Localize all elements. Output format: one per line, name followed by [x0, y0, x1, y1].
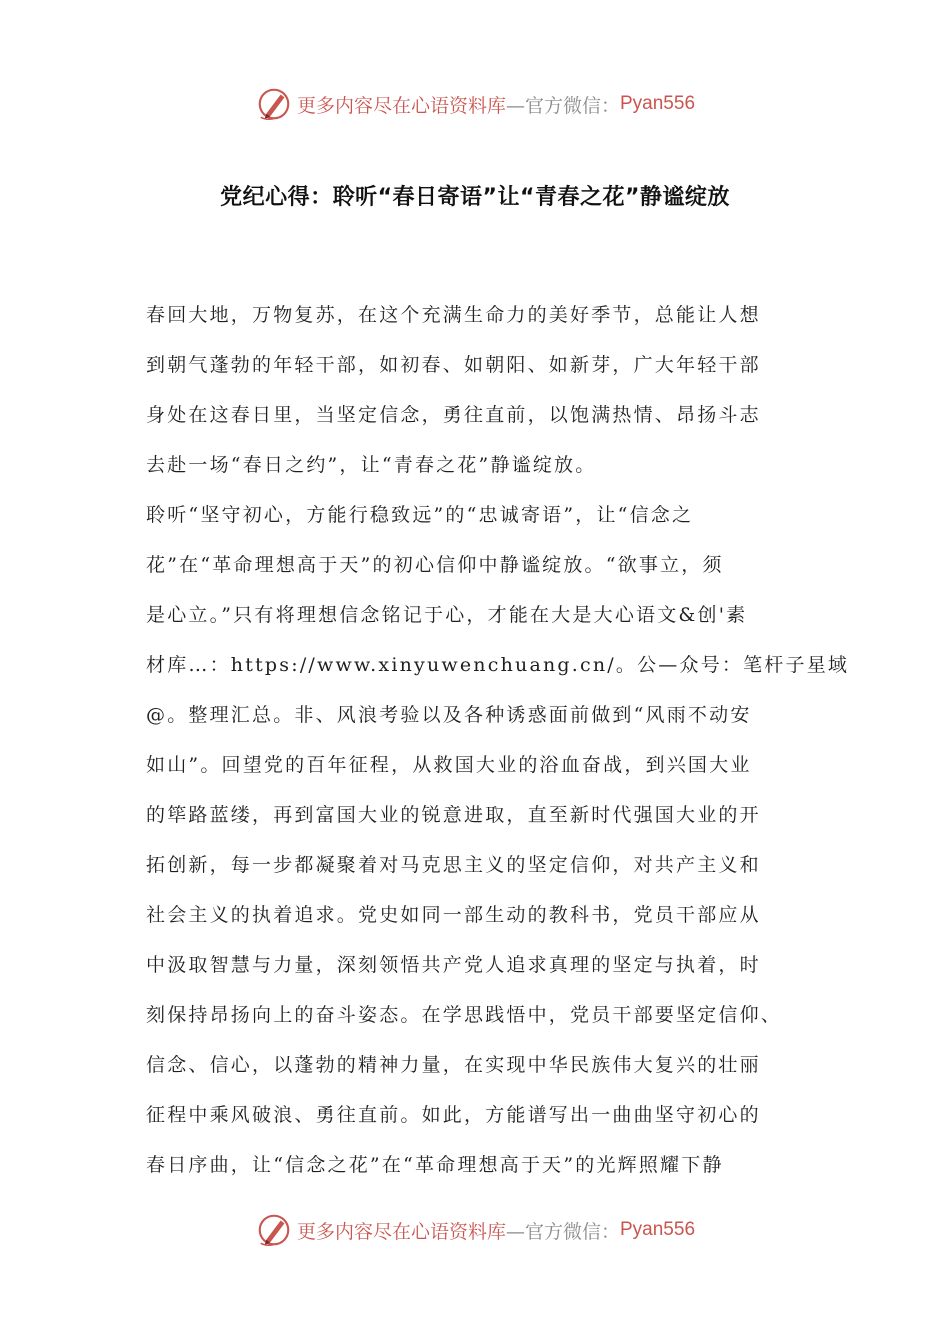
- banner-wechat-id: Pyan556: [620, 1219, 696, 1240]
- banner-wechat-id: Pyan556: [620, 93, 696, 114]
- header-banner: [0, 82, 950, 126]
- body-line: 材库…：https://www.xinyuwenchuang.cn/。公—众号：笔杆子星域: [146, 654, 850, 676]
- body-line: 春日序曲，让“信念之花”在“革命理想高于天”的光辉照耀下静: [146, 1154, 724, 1176]
- body-line: 拓创新，每一步都凝聚着对马克思主义的坚定信仰，对共产主义和: [146, 854, 761, 876]
- body-line: @。整理汇总。非、风浪考验以及各种诱惑面前做到“风雨不动安: [146, 704, 752, 726]
- body-line: 社会主义的执着追求。党史如同一部生动的教科书，党员干部应从: [146, 904, 761, 926]
- body-line: 征程中乘风破浪、勇往直前。如此，方能谱写出一曲曲坚守初心的: [146, 1104, 761, 1126]
- body-line: 春回大地，万物复苏，在这个充满生命力的美好季节，总能让人想: [146, 304, 761, 326]
- body-line: 花”在“革命理想高于天”的初心信仰中静谧绽放。“欲事立，须: [146, 554, 724, 576]
- pen-logo-icon: [255, 85, 293, 123]
- body-line: 是心立。”只有将理想信念铭记于心，才能在大是大心语文&创'素: [146, 604, 748, 626]
- banner-main-text: 更多内容尽在心语资料库: [296, 1220, 506, 1243]
- document-body: [146, 290, 850, 1190]
- body-line: 如山”。回望党的百年征程，从救国大业的浴血奋战，到兴国大业: [146, 754, 752, 776]
- body-line: 信念、信心，以蓬勃的精神力量，在实现中华民族伟大复兴的壮丽: [146, 1054, 761, 1076]
- footer-banner: [0, 1208, 950, 1252]
- body-line: 去赴一场“春日之约”，让“青春之花”静谧绽放。: [146, 454, 597, 476]
- pen-logo-icon: [255, 1211, 293, 1249]
- body-line: 中汲取智慧与力量，深刻领悟共产党人追求真理的坚定与执着，时: [146, 954, 761, 976]
- body-line: 身处在这春日里，当坚定信念，勇往直前，以饱满热情、昂扬斗志: [146, 404, 761, 426]
- body-line: 聆听“坚守初心，方能行稳致远”的“忠诚寄语”，让“信念之: [146, 504, 694, 526]
- banner-main-text: 更多内容尽在心语资料库: [296, 94, 506, 117]
- body-line: 的筚路蓝缕，再到富国大业的锐意进取，直至新时代强国大业的开: [146, 804, 761, 826]
- banner-sub-text: —官方微信：: [505, 1220, 620, 1243]
- document-title: 党纪心得：聆听“春日寄语”让“青春之花”静谧绽放: [220, 185, 730, 210]
- banner-sub-text: —官方微信：: [505, 94, 620, 117]
- body-line: 到朝气蓬勃的年轻干部，如初春、如朝阳、如新芽，广大年轻干部: [146, 354, 761, 376]
- body-line: 刻保持昂扬向上的奋斗姿态。在学思践悟中，党员干部要坚定信仰、: [146, 1004, 783, 1026]
